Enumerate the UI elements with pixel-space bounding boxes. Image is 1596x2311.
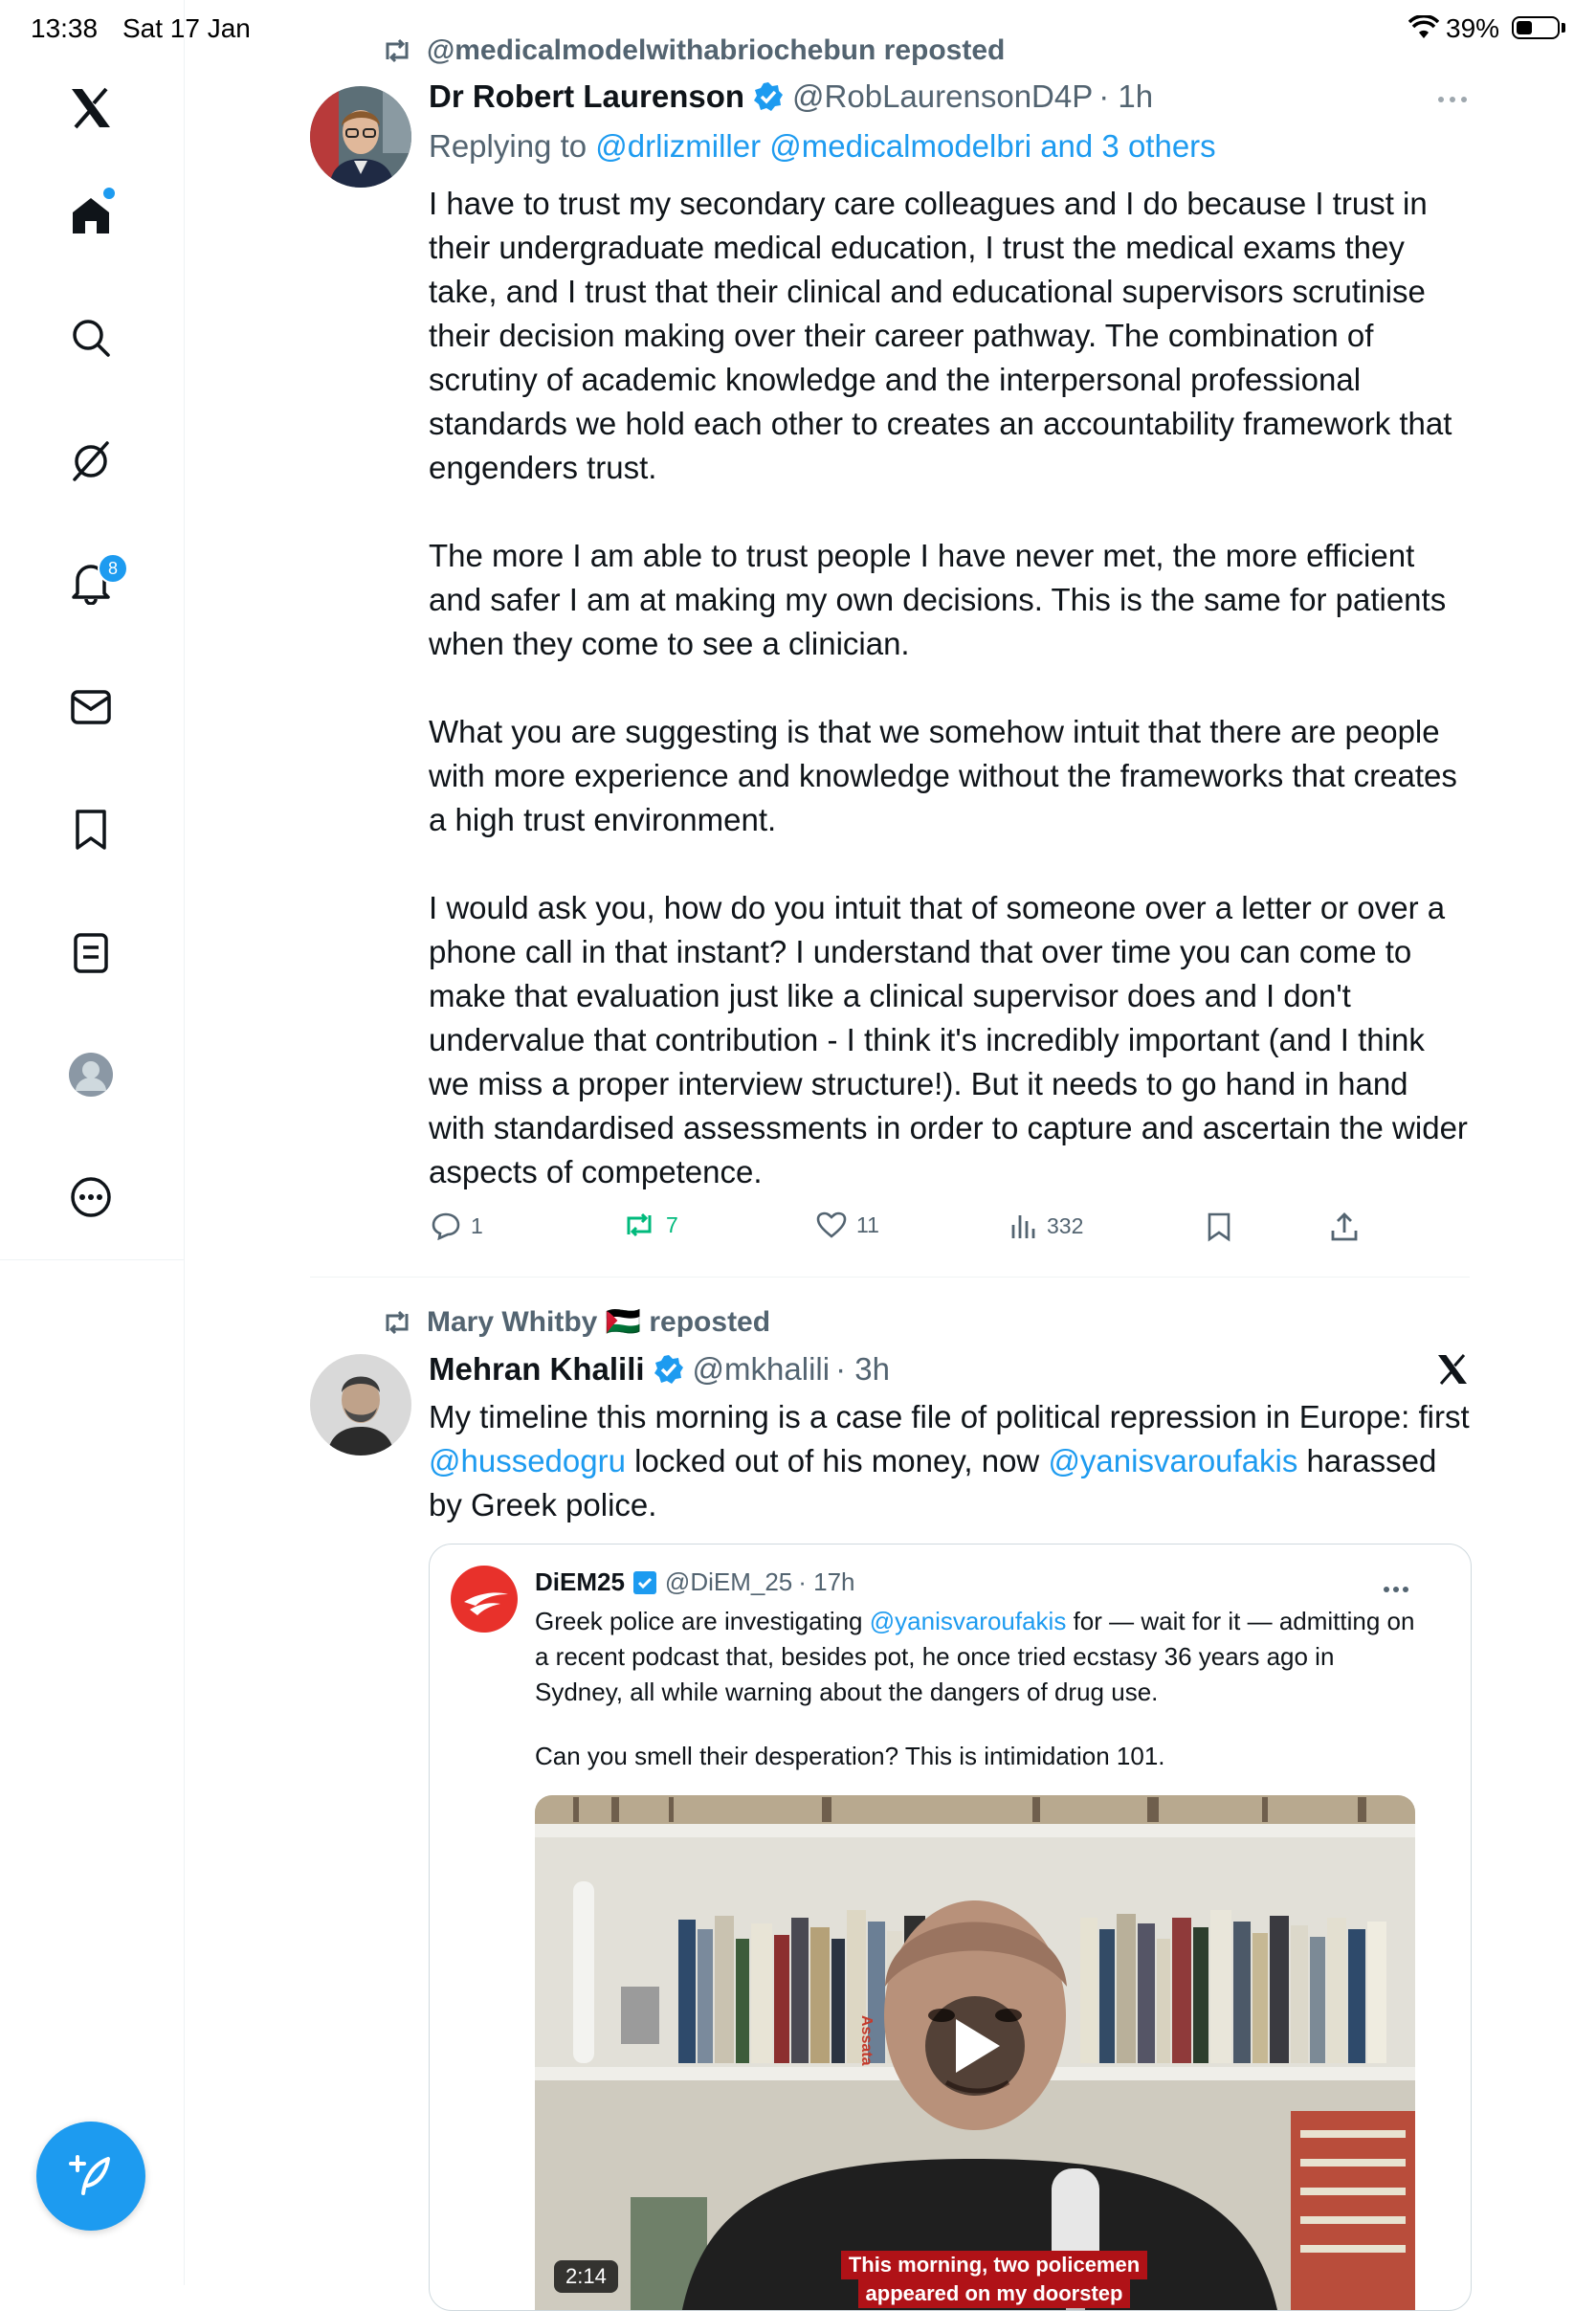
replying-to-label: Replying to <box>429 128 596 164</box>
tweet-text-fragment: locked out of his money, now <box>625 1443 1049 1478</box>
mail-icon[interactable] <box>55 672 126 743</box>
quote-paragraph <box>535 1604 1415 1710</box>
like-count: 11 <box>856 1211 879 1237</box>
video-duration: 2:14 <box>554 2260 618 2293</box>
compose-icon <box>64 2149 118 2203</box>
repost-count: 7 <box>666 1211 678 1237</box>
mention-link[interactable]: @hussedogru <box>429 1443 626 1478</box>
repost-icon <box>622 1211 656 1238</box>
home-icon[interactable] <box>55 180 126 251</box>
caption-line: This morning, two policemen <box>841 2251 1147 2279</box>
tweet-header <box>429 78 1153 115</box>
battery-percent: 39% <box>1446 13 1500 43</box>
repost-icon <box>381 38 413 63</box>
quote-text-fragment: for — wait for it — admitting on a recent podcast that, besides pot, he once tried ecstasy 36 years ago in Sydney, all while warning about the dangers of drug use. <box>535 1607 1415 1706</box>
tweet-body <box>429 182 1472 1194</box>
video-thumbnail <box>535 1795 1415 2311</box>
tweet-header <box>429 1351 890 1388</box>
list-icon[interactable] <box>55 918 126 989</box>
caption-line: appeared on my doorstep <box>858 2279 1131 2308</box>
tweet-text-fragment: harassed by Greek police. <box>429 1443 1437 1522</box>
notification-badge: 8 <box>98 553 128 584</box>
views-button[interactable] <box>1010 1211 1083 1240</box>
views-icon <box>1010 1211 1037 1240</box>
tweet-body <box>429 1395 1472 1527</box>
replying-to <box>429 128 1216 165</box>
quote-header <box>535 1567 855 1597</box>
video-player[interactable] <box>535 1795 1415 2311</box>
status-date: Sat 17 Jan <box>122 13 251 43</box>
tweet-paragraph: I would ask you, how do you intuit that of someone over a letter or over a phone call in that instant? I understand that over time you can come to make that evaluation just like a clinical supervisor does and I don't undervalue that contribution - I think it's incredibly important (and I think we miss a proper interview structure!). But it needs to go hand in hand with standardised assessments in order to capture and ascertain the wider aspects of competence. <box>429 890 1468 1189</box>
battery-fill <box>1517 21 1532 34</box>
author-handle[interactable]: @mkhalili <box>692 1351 831 1387</box>
quoted-tweet[interactable] <box>429 1544 1472 2311</box>
author-avatar[interactable] <box>310 1354 411 1455</box>
mention-link[interactable]: @yanisvaroufakis <box>1048 1443 1298 1478</box>
tweet-paragraph: I have to trust my secondary care colleagues and I do because I trust in their undergraduate medical education, I trust the medical exams they take, and I trust that their clinical and educational supervisors scrutinise their decision making over their career pathway. The combination of scrutiny of academic knowledge and the interpersonal professional standards we hold each other to creates an accountability framework that engenders trust. <box>429 186 1452 485</box>
x-logo-icon[interactable] <box>55 73 126 144</box>
repost-button[interactable] <box>622 1211 678 1238</box>
quote-body <box>535 1604 1415 1803</box>
tweet-time[interactable]: · 1h <box>1098 78 1154 114</box>
profile-avatar-icon[interactable] <box>55 1039 126 1110</box>
wifi-icon <box>1408 15 1439 45</box>
verified-badge-icon <box>632 1570 657 1595</box>
repost-indicator <box>381 34 1005 67</box>
status-time: 13:38 <box>31 13 99 43</box>
search-icon[interactable] <box>55 302 126 373</box>
more-circle-icon[interactable] <box>55 1162 126 1233</box>
repost-by-text: Mary Whitby 🇵🇸 reposted <box>427 1306 771 1338</box>
quote-avatar[interactable] <box>451 1566 518 1633</box>
heart-icon <box>816 1211 847 1238</box>
share-icon[interactable] <box>1330 1211 1359 1247</box>
quote-author-name[interactable]: DiEM25 <box>535 1567 625 1596</box>
home-dot <box>103 188 115 199</box>
tweet-divider <box>310 1277 1470 1278</box>
verified-badge-icon <box>752 80 785 113</box>
x-logo-icon[interactable] <box>1435 1352 1470 1391</box>
compose-button[interactable] <box>36 2122 145 2231</box>
reply-button[interactable] <box>431 1211 483 1240</box>
mention-link[interactable]: @yanisvaroufakis <box>869 1607 1067 1635</box>
quote-handle[interactable]: @DiEM_25 <box>664 1567 793 1596</box>
reply-count: 1 <box>471 1212 483 1238</box>
video-caption <box>793 2251 1195 2308</box>
bookmark-icon[interactable] <box>55 794 126 865</box>
tweet-text-fragment: My timeline this morning is a case file of political repression in Europe: first <box>429 1399 1470 1434</box>
author-name[interactable]: Dr Robert Laurenson <box>429 78 745 114</box>
quote-text-fragment: Greek police are investigating <box>535 1607 870 1635</box>
verified-badge-icon <box>653 1353 685 1386</box>
quote-paragraph: Can you smell their desperation? This is intimidation 101. <box>535 1742 1165 1770</box>
repost-by-text: @medicalmodelwithabriochebun reposted <box>427 34 1006 66</box>
bell-icon[interactable] <box>55 547 126 618</box>
tweet-paragraph: What you are suggesting is that we somehow intuit that there are people with more experience and knowledge without the frameworks that creates a high trust environment. <box>429 714 1457 837</box>
battery-icon <box>1512 16 1560 39</box>
book-title: Assata <box>858 2015 875 2066</box>
replying-to-mentions[interactable]: @drlizmiller @medicalmodelbri and 3 others <box>595 128 1216 164</box>
repost-icon <box>381 1310 413 1335</box>
quote-time: · 17h <box>798 1567 855 1596</box>
tweet-more-icon[interactable] <box>1437 92 1468 109</box>
reply-icon <box>431 1211 461 1240</box>
tweet-time[interactable]: · 3h <box>835 1351 890 1387</box>
quote-more-icon[interactable] <box>1383 1581 1409 1598</box>
bookmark-button-icon[interactable] <box>1206 1211 1232 1247</box>
grok-icon[interactable] <box>55 426 126 497</box>
like-button[interactable] <box>816 1211 879 1238</box>
author-handle[interactable]: @RobLaurensonD4P <box>792 78 1094 114</box>
author-name[interactable]: Mehran Khalili <box>429 1351 645 1387</box>
tweet-paragraph <box>429 1395 1472 1527</box>
views-count: 332 <box>1047 1212 1084 1238</box>
author-avatar[interactable] <box>310 86 411 188</box>
repost-indicator <box>381 1305 770 1339</box>
tweet-paragraph: The more I am able to trust people I have never met, the more efficient and safer I am at making my own decisions. This is the same for patients when they come to see a clinician. <box>429 538 1447 661</box>
